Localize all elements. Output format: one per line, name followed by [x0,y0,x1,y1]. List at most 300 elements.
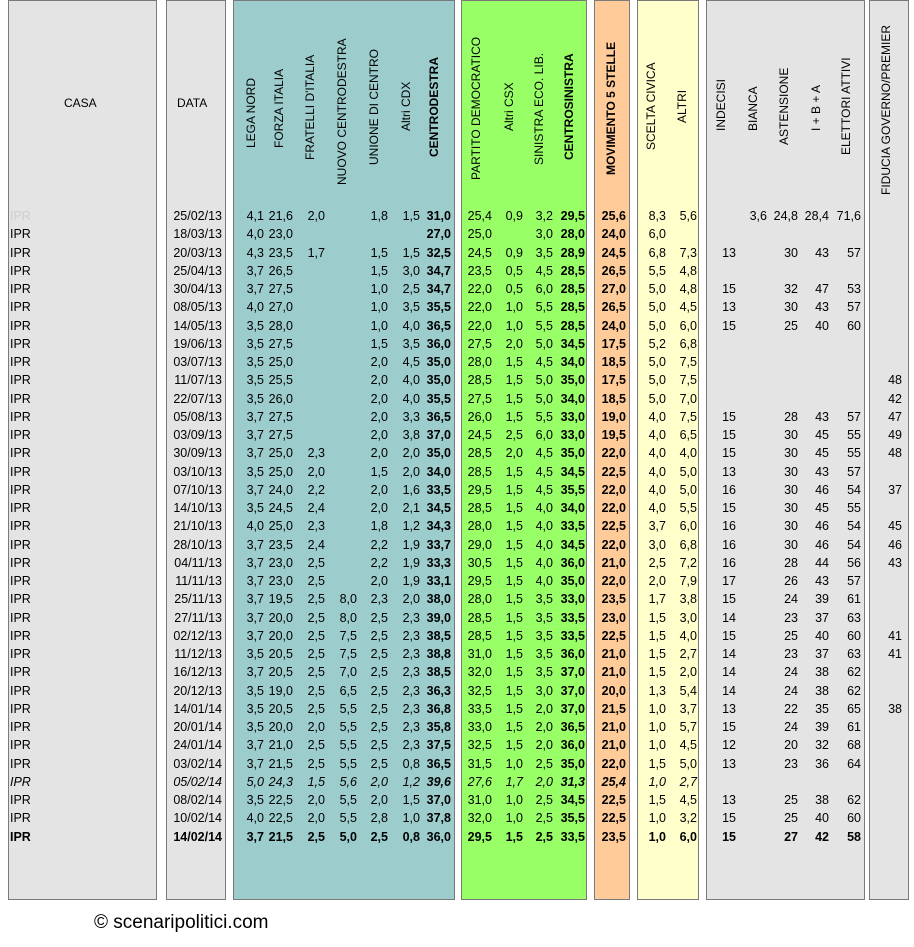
cell-lega: 3,5 [246,318,264,333]
cell-iba: 32 [815,738,829,753]
cell-pd: 23,5 [467,263,492,278]
cell-udc: 2,0 [370,391,388,406]
cell-iba: 43 [815,300,829,315]
cell-lega: 3,7 [246,756,264,771]
cell-fdi: 2,4 [307,537,325,552]
cell-forza: 27,5 [268,428,293,442]
cell-sel: 5,5 [535,409,553,424]
cell-pd: 32,5 [467,683,492,698]
cell-centrosinistra: 37,0 [560,683,585,698]
cell-casa: IPR [10,738,31,753]
cell-centrodestra: 38,5 [426,628,451,643]
cell-m5s: 23,0 [601,610,626,625]
cell-altri_csx: 1,5 [505,683,523,698]
cell-altri_csx: 0,5 [505,282,523,296]
cell-indecisi: 13 [722,464,736,479]
cell-elettori: 57 [847,574,861,588]
cell-centrodestra: 35,0 [426,373,451,388]
cell-altri_csx: 1,5 [505,720,523,734]
cell-pd: 33,5 [467,701,492,716]
cell-lega: 4,0 [246,519,264,534]
cell-casa: IPR [10,501,31,515]
cell-forza: 23,0 [268,555,293,570]
cell-astensione: 25 [784,811,798,826]
cell-lega: 3,7 [246,282,264,296]
cell-lega: 3,7 [246,263,264,278]
cell-altri_cdx: 2,3 [402,683,420,698]
cell-altri: 4,0 [679,628,697,643]
cell-fiducia: 49 [888,428,902,442]
cell-udc: 2,0 [370,774,388,789]
cell-m5s: 21,0 [601,555,626,570]
cell-astensione: 24 [784,665,798,680]
cell-m5s: 25,4 [601,774,626,789]
cell-indecisi: 15 [722,428,736,442]
cell-altri: 4,5 [679,793,697,807]
cell-casa: IPR [10,391,31,406]
cell-centrosinistra: 35,5 [560,811,585,826]
cell-sc: 1,3 [648,683,666,698]
cell-sel: 3,5 [535,245,553,260]
cell-sc: 2,5 [648,555,666,570]
cell-data: 25/04/13 [173,263,222,278]
cell-centrosinistra: 33,0 [560,428,585,442]
cell-m5s: 26,5 [601,300,626,315]
cell-sc: 1,5 [648,628,666,643]
cell-elettori: 56 [847,555,861,570]
cell-centrodestra: 38,0 [426,592,451,607]
cell-sc: 1,0 [648,829,666,844]
cell-udc: 2,8 [370,811,388,826]
cell-udc: 2,0 [370,355,388,369]
cell-astensione: 30 [784,501,798,515]
cell-indecisi: 15 [722,446,736,461]
cell-altri_csx: 1,5 [505,482,523,497]
cell-altri_csx: 1,0 [505,300,523,315]
cell-casa: IPR [10,263,31,278]
cell-indecisi: 16 [722,519,736,534]
cell-m5s: 22,5 [601,793,626,807]
cell-lega: 3,7 [246,537,264,552]
cell-altri_cdx: 4,0 [402,318,420,333]
cell-centrodestra: 33,5 [426,482,451,497]
cell-sc: 6,8 [648,245,666,260]
cell-centrosinistra: 35,0 [560,756,585,771]
cell-altri_cdx: 3,3 [402,409,420,424]
cell-sc: 3,0 [648,537,666,552]
cell-centrosinistra: 31,3 [560,774,585,789]
cell-pd: 22,0 [467,318,492,333]
cell-lega: 4,0 [246,811,264,826]
cell-casa: IPR [10,282,31,296]
cell-iba: 28,4 [804,209,829,223]
cell-altri: 6,5 [679,428,697,442]
cell-sel: 3,5 [535,647,553,661]
cell-iba: 38 [815,683,829,698]
cell-sel: 3,5 [535,628,553,643]
cell-sc: 4,0 [648,501,666,515]
cell-altri_csx: 1,5 [505,647,523,661]
cell-udc: 2,5 [370,829,388,844]
cell-sel: 4,0 [535,537,553,552]
cell-centrosinistra: 35,0 [560,574,585,588]
cell-centrosinistra: 29,5 [560,209,585,223]
cell-pd: 28,5 [467,464,492,479]
cell-centrosinistra: 34,0 [560,501,585,515]
header-casa: CASA [64,96,97,110]
cell-fdi: 2,0 [307,464,325,479]
cell-altri_csx: 1,5 [505,391,523,406]
cell-iba: 40 [815,318,829,333]
cell-altri: 4,5 [679,300,697,315]
cell-indecisi: 14 [722,683,736,698]
cell-pd: 31,0 [467,793,492,807]
cell-casa: IPR [10,774,31,789]
cell-casa: IPR [10,793,31,807]
cell-centrosinistra: 33,5 [560,519,585,534]
cell-altri: 7,3 [679,245,697,260]
cell-lega: 4,3 [246,245,264,260]
cell-m5s: 23,5 [601,829,626,844]
cell-astensione: 30 [784,428,798,442]
cell-sc: 1,0 [648,720,666,734]
cell-forza: 27,5 [268,282,293,296]
cell-casa: IPR [10,519,31,534]
cell-data: 11/07/13 [174,373,222,388]
cell-m5s: 22,0 [601,537,626,552]
cell-sel: 3,2 [535,209,553,223]
header-data: DATA [177,96,208,110]
cell-fdi: 1,5 [307,774,325,789]
cell-udc: 2,0 [370,446,388,461]
cell-ncd: 8,0 [339,610,357,625]
cell-sc: 1,0 [648,811,666,826]
cell-m5s: 21,0 [601,647,626,661]
cell-udc: 2,5 [370,756,388,771]
cell-udc: 1,5 [370,464,388,479]
cell-pd: 33,0 [467,720,492,734]
cell-forza: 25,0 [268,464,293,479]
cell-m5s: 18,5 [601,355,626,369]
cell-centrodestra: 35,8 [426,720,451,734]
cell-centrosinistra: 34,5 [560,537,585,552]
cell-lega: 3,5 [246,464,264,479]
cell-fdi: 2,5 [307,701,325,716]
cell-data: 07/10/13 [173,482,222,497]
cell-sc: 5,0 [648,282,666,296]
cell-altri: 6,8 [679,537,697,552]
cell-altri_cdx: 1,0 [402,811,420,826]
cell-centrodestra: 38,8 [426,647,451,661]
cell-altri_csx: 1,5 [505,555,523,570]
cell-elettori: 57 [847,409,861,424]
cell-centrosinistra: 37,0 [560,665,585,680]
cell-ncd: 8,0 [339,592,357,607]
cell-pd: 29,5 [467,482,492,497]
cell-sc: 1,0 [648,738,666,753]
cell-casa: IPR [10,610,31,625]
cell-altri: 7,0 [679,391,697,406]
cell-indecisi: 15 [722,318,736,333]
cell-forza: 20,5 [268,647,293,661]
cell-udc: 2,5 [370,610,388,625]
cell-lega: 3,7 [246,482,264,497]
cell-casa: IPR [10,482,31,497]
cell-elettori: 61 [847,592,861,607]
cell-altri_csx: 1,5 [505,519,523,534]
cell-fdi: 2,5 [307,555,325,570]
cell-altri_csx: 1,5 [505,355,523,369]
cell-iba: 39 [815,720,829,734]
cell-iba: 37 [815,610,829,625]
cell-astensione: 30 [784,446,798,461]
cell-forza: 25,0 [268,355,293,369]
cell-forza: 19,0 [268,683,293,698]
cell-casa: IPR [10,355,31,369]
cell-centrodestra: 33,1 [426,574,451,588]
cell-iba: 45 [815,428,829,442]
cell-lega: 3,5 [246,336,264,351]
cell-udc: 2,0 [370,793,388,807]
cell-pd: 25,4 [467,209,492,223]
cell-fiducia: 45 [888,519,902,534]
cell-sel: 6,0 [535,428,553,442]
cell-sel: 4,5 [535,464,553,479]
cell-casa: IPR [10,300,31,315]
cell-pd: 28,5 [467,610,492,625]
cell-fdi: 2,5 [307,829,325,844]
cell-indecisi: 15 [722,628,736,643]
cell-lega: 3,7 [246,574,264,588]
cell-altri: 5,5 [679,501,697,515]
cell-lega: 3,5 [246,701,264,716]
cell-ncd: 5,5 [339,738,357,753]
cell-altri_csx: 1,7 [505,774,523,789]
cell-data: 08/02/14 [173,793,222,807]
cell-udc: 2,0 [370,501,388,515]
copyright-footer: © scenaripolitici.com [94,912,269,933]
cell-elettori: 63 [847,610,861,625]
cell-elettori: 60 [847,811,861,826]
cell-data: 05/08/13 [173,409,222,424]
cell-data: 20/01/14 [173,720,222,734]
cell-forza: 20,0 [268,720,293,734]
cell-forza: 22,5 [268,793,293,807]
cell-altri: 5,6 [679,209,697,223]
cell-lega: 3,7 [246,628,264,643]
cell-altri_cdx: 1,2 [402,774,420,789]
cell-altri_csx: 0,5 [505,263,523,278]
cell-centrosinistra: 34,5 [560,793,585,807]
cell-altri: 6,0 [679,318,697,333]
cell-sc: 1,5 [648,756,666,771]
cell-centrosinistra: 33,5 [560,628,585,643]
cell-data: 22/07/13 [173,391,222,406]
cell-ncd: 5,5 [339,756,357,771]
cell-altri_cdx: 1,9 [402,555,420,570]
cell-altri: 4,8 [679,282,697,296]
cell-data: 11/12/13 [174,647,222,661]
cell-pd: 29,0 [467,537,492,552]
cell-sel: 2,5 [535,829,553,844]
cell-centrodestra: 31,0 [426,209,451,223]
cell-elettori: 64 [847,756,861,771]
cell-altri_cdx: 4,0 [402,373,420,388]
cell-astensione: 27 [784,829,798,844]
cell-lega: 3,5 [246,373,264,388]
cell-lega: 3,7 [246,409,264,424]
cell-elettori: 54 [847,482,861,497]
cell-altri_csx: 1,5 [505,464,523,479]
cell-altri_cdx: 4,5 [402,355,420,369]
cell-sel: 4,0 [535,574,553,588]
cell-ncd: 6,5 [339,683,357,698]
cell-sel: 3,0 [535,227,553,242]
cell-altri: 3,7 [679,701,697,716]
cell-m5s: 27,0 [601,282,626,296]
cell-forza: 20,0 [268,628,293,643]
cell-fdi: 2,5 [307,665,325,680]
cell-casa: IPR [10,665,31,680]
cell-iba: 47 [815,282,829,296]
cell-indecisi: 13 [722,756,736,771]
cell-forza: 27,5 [268,336,293,351]
cell-sel: 3,5 [535,665,553,680]
cell-elettori: 57 [847,464,861,479]
cell-pd: 28,0 [467,592,492,607]
cell-fdi: 2,3 [307,446,325,461]
cell-pd: 26,0 [467,409,492,424]
cell-altri: 7,5 [679,373,697,388]
cell-lega: 3,5 [246,647,264,661]
cell-altri_cdx: 2,3 [402,738,420,753]
cell-udc: 2,2 [370,555,388,570]
cell-altri: 3,2 [679,811,697,826]
cell-lega: 3,7 [246,592,264,607]
cell-lega: 5,0 [246,774,264,789]
cell-centrodestra: 39,0 [426,610,451,625]
cell-data: 14/02/14 [173,829,222,844]
cell-centrodestra: 36,5 [426,756,451,771]
cell-forza: 25,5 [268,373,293,388]
cell-indecisi: 15 [722,829,736,844]
cell-sel: 4,5 [535,355,553,369]
cell-m5s: 17,5 [601,373,626,388]
cell-centrosinistra: 34,0 [560,355,585,369]
cell-altri_cdx: 2,0 [402,446,420,461]
cell-centrodestra: 36,0 [426,336,451,351]
cell-casa: IPR [10,811,31,826]
cell-altri: 2,7 [679,647,697,661]
cell-m5s: 24,0 [601,318,626,333]
cell-fdi: 2,0 [307,793,325,807]
cell-sel: 5,0 [535,391,553,406]
cell-casa: IPR [10,683,31,698]
cell-sel: 3,5 [535,610,553,625]
cell-centrodestra: 37,0 [426,428,451,442]
cell-indecisi: 15 [722,720,736,734]
cell-altri_cdx: 1,9 [402,537,420,552]
cell-sel: 2,0 [535,720,553,734]
cell-sc: 5,0 [648,373,666,388]
cell-altri_cdx: 3,8 [402,428,420,442]
cell-sel: 2,5 [535,793,553,807]
cell-altri: 6,0 [679,519,697,534]
cell-fdi: 2,5 [307,592,325,607]
cell-altri_csx: 1,5 [505,665,523,680]
cell-lega: 3,7 [246,738,264,753]
cell-elettori: 57 [847,300,861,315]
cell-altri: 6,0 [679,829,697,844]
cell-m5s: 20,0 [601,683,626,698]
cell-altri_cdx: 2,3 [402,610,420,625]
cell-astensione: 30 [784,245,798,260]
cell-pd: 28,0 [467,519,492,534]
cell-pd: 32,5 [467,738,492,753]
cell-altri: 3,8 [679,592,697,607]
cell-pd: 32,0 [467,811,492,826]
cell-data: 30/09/13 [173,446,222,461]
cell-astensione: 23 [784,610,798,625]
cell-centrodestra: 37,8 [426,811,451,826]
cell-lega: 3,5 [246,720,264,734]
cell-centrosinistra: 34,5 [560,464,585,479]
cell-centrodestra: 35,0 [426,355,451,369]
cell-udc: 1,5 [370,336,388,351]
cell-data: 16/12/13 [173,665,222,680]
cell-altri_csx: 1,5 [505,574,523,588]
cell-udc: 1,0 [370,300,388,315]
cell-udc: 2,5 [370,738,388,753]
cell-fdi: 2,5 [307,628,325,643]
cell-indecisi: 15 [722,282,736,296]
cell-elettori: 63 [847,647,861,661]
cell-data: 30/04/13 [173,282,222,296]
cell-casa: IPR [10,409,31,424]
cell-m5s: 24,0 [601,227,626,242]
cell-astensione: 23 [784,756,798,771]
cell-altri_csx: 1,5 [505,701,523,716]
cell-forza: 23,5 [268,537,293,552]
cell-altri_cdx: 2,3 [402,628,420,643]
cell-centrosinistra: 35,5 [560,482,585,497]
cell-fdi: 1,7 [307,245,325,260]
cell-m5s: 26,5 [601,263,626,278]
cell-casa: IPR [10,537,31,552]
cell-altri_csx: 1,5 [505,610,523,625]
cell-fiducia: 38 [888,701,902,716]
cell-m5s: 23,5 [601,592,626,607]
cell-centrodestra: 34,5 [426,501,451,515]
cell-altri_csx: 0,9 [505,209,523,223]
cell-altri: 5,0 [679,482,697,497]
cell-iba: 43 [815,409,829,424]
cell-data: 20/12/13 [173,683,222,698]
cell-altri_cdx: 2,3 [402,665,420,680]
cell-data: 24/01/14 [173,738,222,753]
cell-m5s: 22,0 [601,501,626,515]
cell-altri_csx: 1,5 [505,409,523,424]
cell-centrosinistra: 33,0 [560,409,585,424]
cell-centrodestra: 34,3 [426,519,451,534]
cell-udc: 2,2 [370,537,388,552]
cell-lega: 3,5 [246,355,264,369]
cell-lega: 3,7 [246,446,264,461]
cell-sc: 4,0 [648,428,666,442]
cell-ncd: 5,5 [339,720,357,734]
cell-fdi: 2,5 [307,683,325,698]
cell-fiducia: 41 [888,647,902,661]
